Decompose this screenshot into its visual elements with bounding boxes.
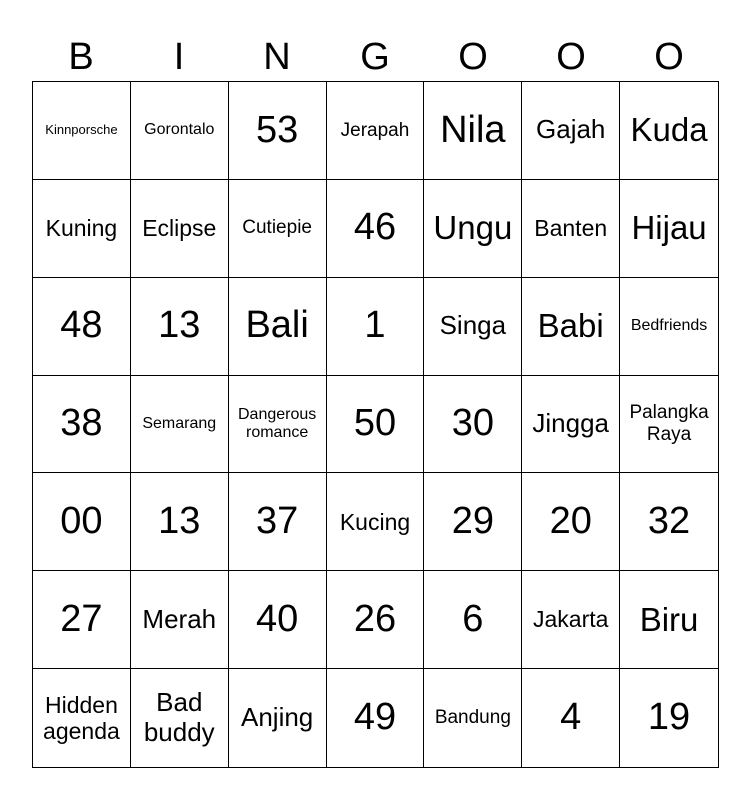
bingo-cell[interactable]: Palangka Raya [620,376,718,474]
bingo-cell[interactable]: Banten [522,180,620,278]
bingo-cell[interactable]: 6 [424,571,522,669]
bingo-cell[interactable]: 13 [131,278,229,376]
bingo-cell[interactable]: 38 [33,376,131,474]
bingo-board [32,81,719,768]
header-letter-o-3: O [654,36,684,78]
bingo-cell[interactable]: 48 [33,278,131,376]
bingo-cell[interactable]: Biru [620,571,718,669]
bingo-cell[interactable]: Gajah [522,82,620,180]
bingo-cell[interactable]: Kucing [327,473,425,571]
bingo-cell[interactable]: Singa [424,278,522,376]
bingo-cell[interactable]: 53 [229,82,327,180]
bingo-cell[interactable]: 26 [327,571,425,669]
bingo-cell[interactable]: Ungu [424,180,522,278]
bingo-cell[interactable]: 13 [131,473,229,571]
bingo-cell[interactable]: 30 [424,376,522,474]
bingo-cell[interactable]: Jingga [522,376,620,474]
header-letter-b: B [68,36,94,78]
bingo-cell[interactable]: 40 [229,571,327,669]
header-letter-i: I [173,36,185,78]
bingo-cell[interactable]: Dangerous romance [229,376,327,474]
bingo-cell[interactable]: Hijau [620,180,718,278]
bingo-cell[interactable]: Kuda [620,82,718,180]
bingo-cell[interactable]: Anjing [229,669,327,767]
bingo-cell[interactable]: Eclipse [131,180,229,278]
bingo-cell[interactable]: 49 [327,669,425,767]
bingo-cell[interactable]: 29 [424,473,522,571]
bingo-cell[interactable]: 19 [647,696,691,739]
bingo-cell[interactable]: 20 [522,473,620,571]
bingo-cell[interactable]: 1 [327,278,425,376]
bingo-cell[interactable]: Kuning [33,180,131,278]
bingo-cell[interactable]: Bad buddy [131,669,229,767]
bingo-cell[interactable]: 32 [620,473,718,571]
bingo-cell[interactable]: Kinnporsche [33,82,131,180]
bingo-cell[interactable]: Cutiepie [229,180,327,278]
bingo-header [32,32,718,82]
bingo-cell[interactable]: Jakarta [522,571,620,669]
header-letter-o-2: O [556,36,586,78]
header-letter-o-1: O [458,36,488,78]
header-letter-g: G [360,36,390,78]
bingo-cell[interactable]: 27 [33,571,131,669]
bingo-cell[interactable]: Hidden agenda [33,669,131,767]
bingo-cell[interactable]: Bandung [424,669,522,767]
header-letter-n: N [263,36,291,78]
bingo-cell[interactable]: 46 [327,180,425,278]
bingo-cell[interactable]: 00 [33,473,131,571]
bingo-cell[interactable]: Bali [229,278,327,376]
bingo-cell[interactable]: 50 [327,376,425,474]
bingo-cell[interactable]: Nila [424,82,522,180]
bingo-cell[interactable]: 37 [229,473,327,571]
bingo-cell[interactable]: Semarang [131,376,229,474]
bingo-cell[interactable]: Babi [522,278,620,376]
bingo-cell[interactable]: Merah [131,571,229,669]
bingo-cell[interactable]: 4 [522,669,620,767]
bingo-cell[interactable]: Jerapah [327,82,425,180]
bingo-cell[interactable]: Bedfriends [620,278,718,376]
bingo-cell[interactable]: Gorontalo [131,82,229,180]
